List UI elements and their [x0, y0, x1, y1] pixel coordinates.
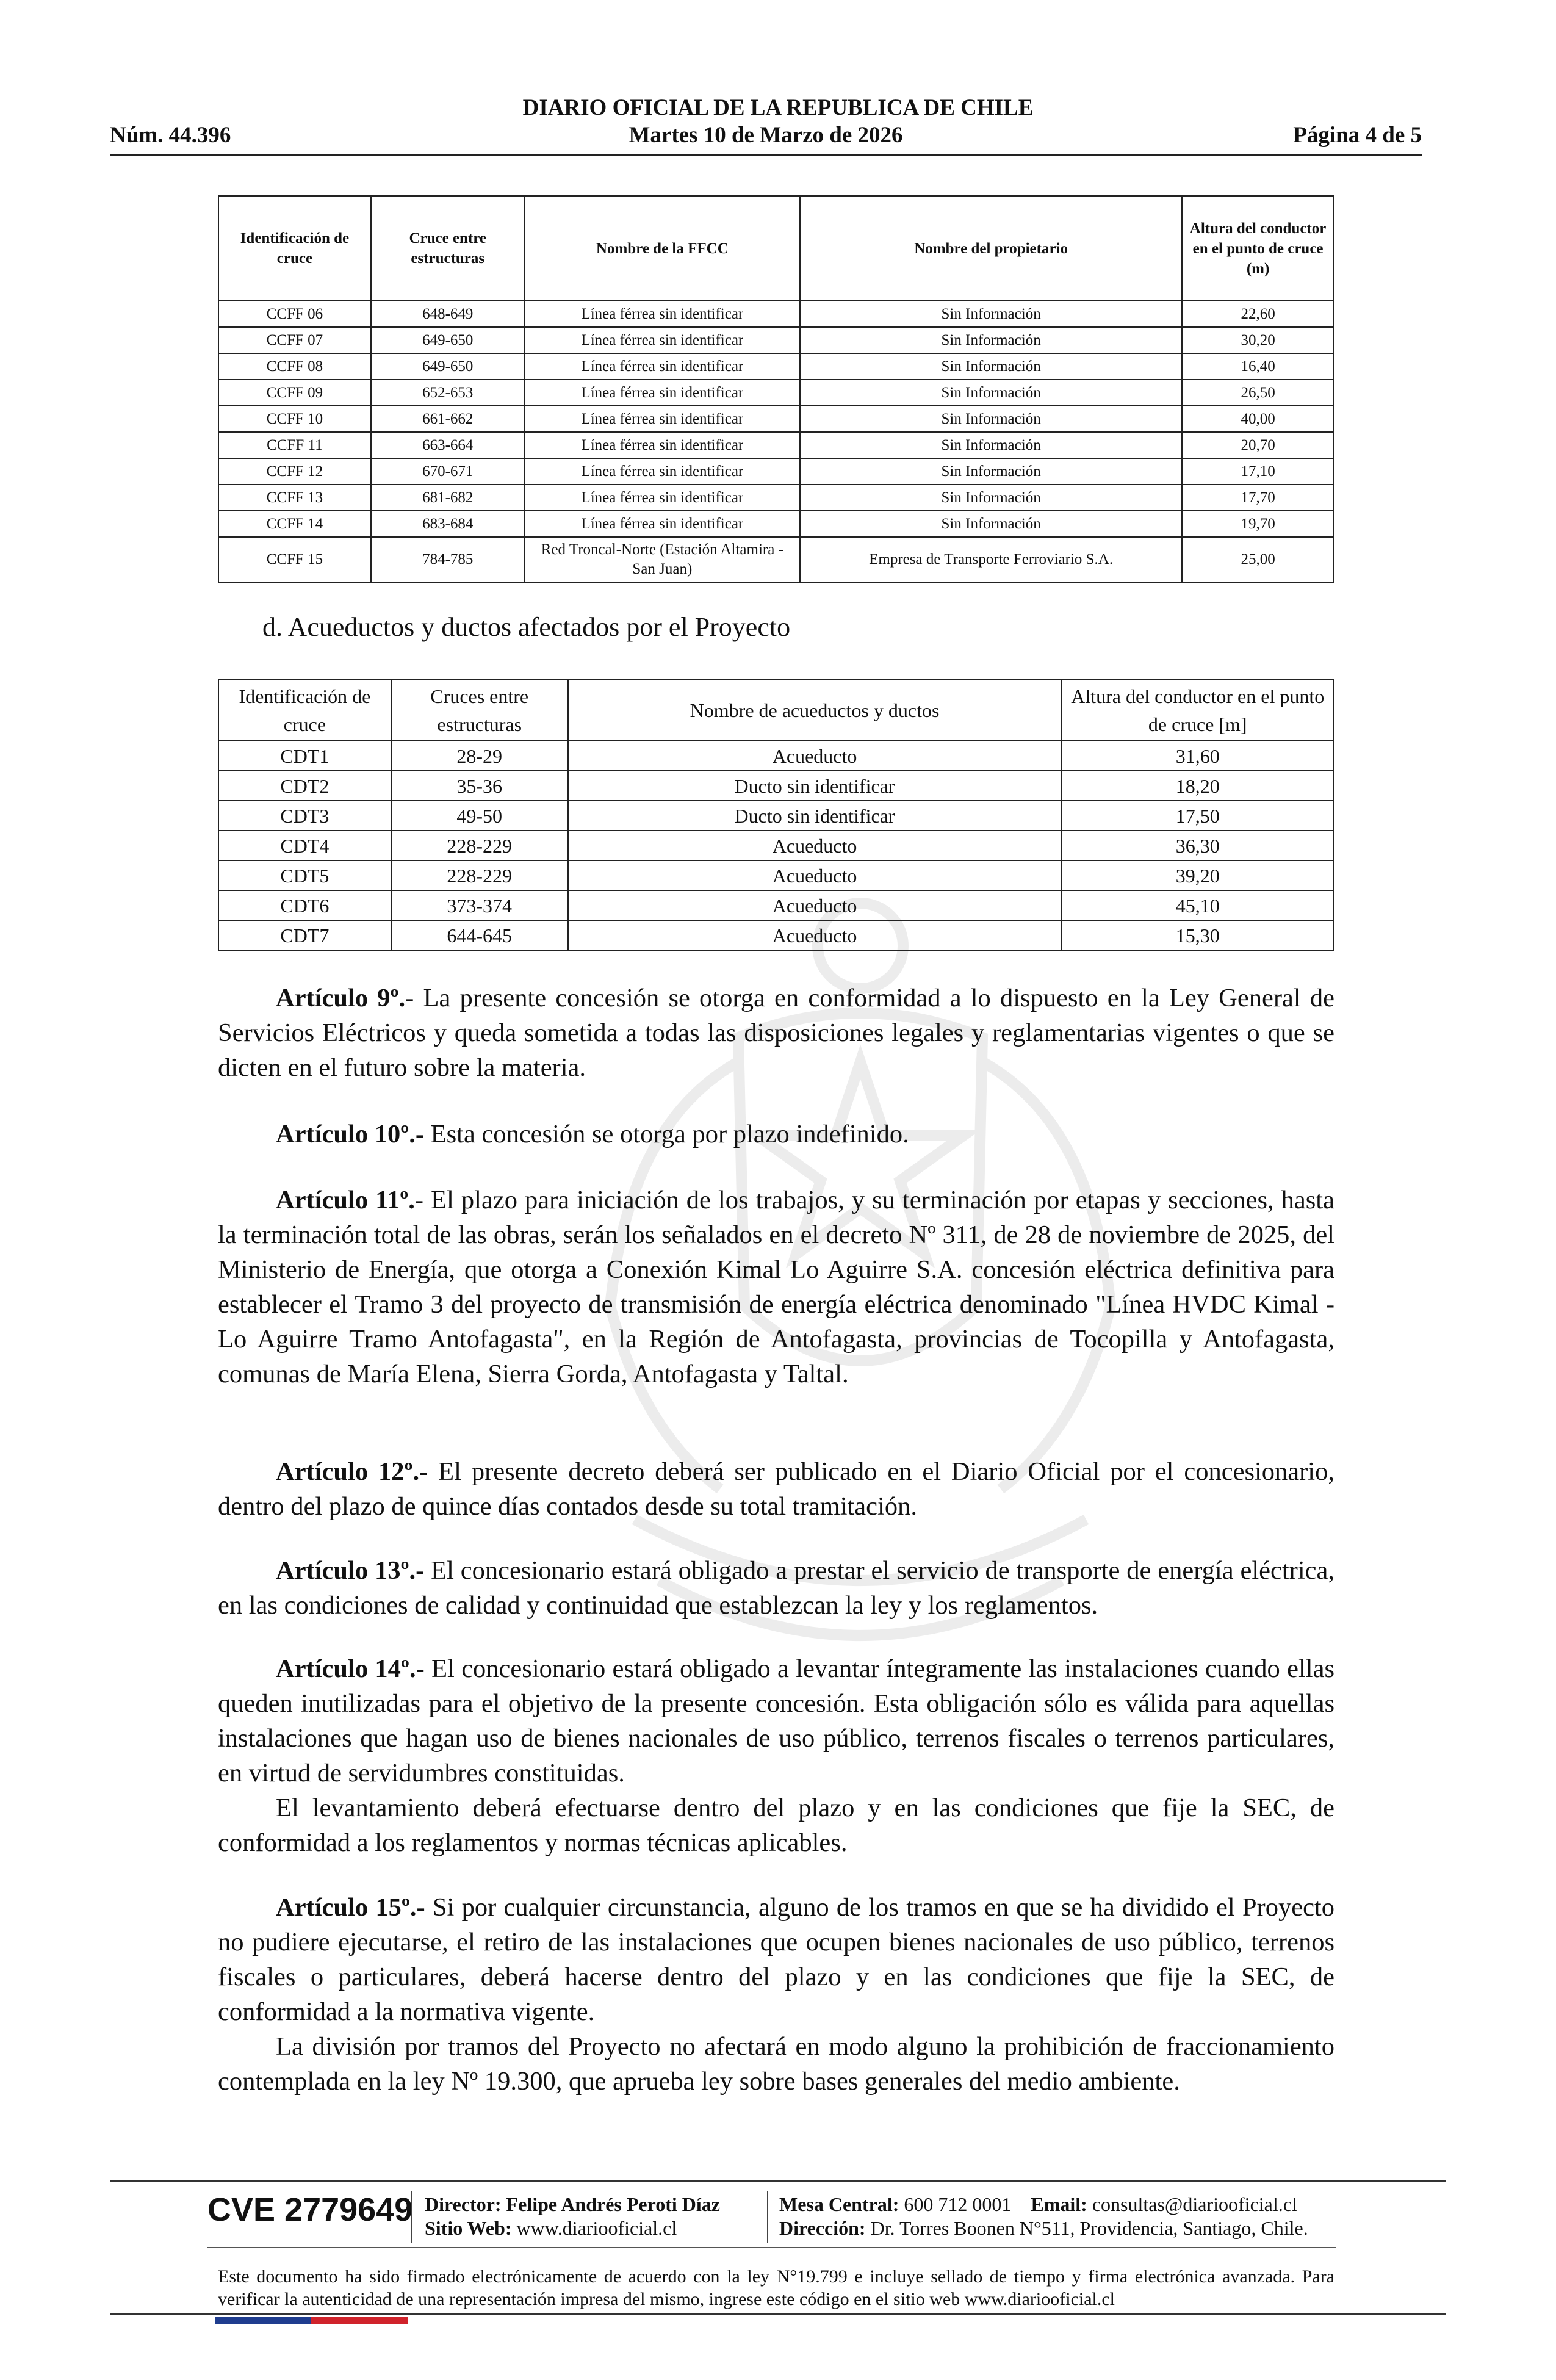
table-cell: 649-650 [371, 353, 525, 380]
table-cell: Línea férrea sin identificar [525, 485, 800, 511]
table-cell: Empresa de Transporte Ferroviario S.A. [800, 537, 1182, 582]
table-row [218, 380, 1334, 406]
table-cell: Línea férrea sin identificar [525, 327, 800, 353]
table-cell: 25,00 [1182, 537, 1334, 582]
table-row [218, 890, 1334, 920]
article-paragraph: La división por tramos del Proyecto no afectará en modo alguno la prohibición de fraccionamiento contemplada en la ley Nº 19.300, que aprueba ley sobre bases generales del medio ambiente. [218, 2032, 1334, 2096]
table-row [218, 511, 1334, 537]
footer-director-block [425, 2193, 720, 2240]
article-heading: Artículo 12º.- [276, 1457, 428, 1486]
article-12 [218, 1454, 1334, 1524]
table-row [218, 920, 1334, 950]
article-text: El plazo para iniciación de los trabajos, y su terminación por etapas y secciones, hasta la terminación total de las obras, serán los señalados en el decreto Nº 311, de 28 de noviembre de 2025, del Ministerio de Energía, que otorga a Conexión Kimal Lo Aguirre S.A. concesión eléctrica definitiva para establecer el Tramo 3 del proyecto de transmisión de energía eléctrica denominado "Línea HVDC Kimal - Lo Aguirre Tramo Antofagasta", en la Región de Antofagasta, provincias de Tocopilla y Antofagasta, comunas de María Elena, Sierra Gorda, Antofagasta y Taltal. [218, 1186, 1334, 1388]
railway-crossings-table [218, 195, 1334, 583]
article-text: El concesionario estará obligado a prestar el servicio de transporte de energía eléctrica, en las condiciones de calidad y continuidad que establezcan la ley y los reglamentos. [218, 1556, 1334, 1620]
table-row [218, 485, 1334, 511]
table-row [218, 301, 1334, 327]
table-cell: Acueducto [568, 920, 1062, 950]
phone-number: 600 712 0001 [904, 2193, 1012, 2215]
table-cell: CCFF 07 [218, 327, 371, 353]
aqueduct-crossings-table [218, 679, 1334, 951]
table-cell: 35-36 [391, 771, 568, 801]
email-label: Email: [1031, 2193, 1087, 2215]
article-heading: Artículo 14º.- [276, 1654, 425, 1683]
page-number: Página 4 de 5 [1293, 123, 1422, 148]
table-cell: CCFF 14 [218, 511, 371, 537]
table-cell: 40,00 [1182, 406, 1334, 432]
article-heading: Artículo 13º.- [276, 1556, 425, 1585]
table-cell: 20,70 [1182, 432, 1334, 458]
table-cell: 648-649 [371, 301, 525, 327]
address: Dr. Torres Boonen N°511, Providencia, Santiago, Chile. [870, 2217, 1308, 2239]
article-text: El concesionario estará obligado a levantar íntegramente las instalaciones cuando ellas queden inutilizadas para el objetivo de la presente concesión. Esta obligación sólo es válida para aquellas instalaciones que hagan uso de bienes nacionales de uso público, terrenos fiscales o terrenos particulares, en virtud de servidumbres constituidas. [218, 1654, 1334, 1787]
table-cell: Acueducto [568, 831, 1062, 860]
column-header: Identificación de cruce [218, 196, 371, 301]
email-link[interactable]: consultas@diariooficial.cl [1092, 2193, 1297, 2215]
table-cell: 663-664 [371, 432, 525, 458]
table-row [218, 458, 1334, 485]
header-divider [110, 154, 1422, 156]
page-header-row [110, 122, 1422, 151]
table-cell: 19,70 [1182, 511, 1334, 537]
table-cell: Sin Información [800, 432, 1182, 458]
article-text: La presente concesión se otorga en conformidad a lo dispuesto en la Ley General de Servicios Eléctricos y queda sometida a todas las disposiciones legales y reglamentarias vigentes o que se dicten en el futuro sobre la materia. [218, 984, 1334, 1082]
table-row [218, 353, 1334, 380]
table-cell: 681-682 [371, 485, 525, 511]
table-cell: Línea férrea sin identificar [525, 458, 800, 485]
flag-stripe-blue [215, 2317, 311, 2324]
table-cell: CCFF 15 [218, 537, 371, 582]
table-cell: CDT4 [218, 831, 391, 860]
table-cell: 228-229 [391, 860, 568, 890]
table-cell: Ducto sin identificar [568, 771, 1062, 801]
table-cell: Línea férrea sin identificar [525, 511, 800, 537]
gazette-title: DIARIO OFICIAL DE LA REPUBLICA DE CHILE [522, 95, 1034, 120]
column-header: Altura del conductor en el punto de cruce (m) [1182, 196, 1334, 301]
table-cell: 16,40 [1182, 353, 1334, 380]
flag-stripe-red [311, 2317, 408, 2324]
column-header: Identificación de cruce [218, 680, 391, 741]
table-cell: CDT5 [218, 860, 391, 890]
table-row [218, 860, 1334, 890]
table-header-row [218, 196, 1334, 301]
table-cell: 661-662 [371, 406, 525, 432]
table-cell: 784-785 [371, 537, 525, 582]
table-row [218, 537, 1334, 582]
column-header: Nombre del propietario [800, 196, 1182, 301]
table-cell: 17,70 [1182, 485, 1334, 511]
table-cell: 17,10 [1182, 458, 1334, 485]
table-cell: Línea férrea sin identificar [525, 432, 800, 458]
column-header: Cruce entre estructuras [371, 196, 525, 301]
table-cell: Sin Información [800, 511, 1182, 537]
table-cell: Línea férrea sin identificar [525, 406, 800, 432]
website-label: Sitio Web: [425, 2217, 512, 2239]
footer-divider [110, 2180, 1446, 2182]
table-cell: CCFF 13 [218, 485, 371, 511]
article-heading: Artículo 10º.- [276, 1120, 425, 1149]
article-text: Si por cualquier circunstancia, alguno de los tramos en que se ha dividido el Proyecto no pudiere ejecutarse, el retiro de las instalaciones que ocupen bienes nacionales de uso público, terrenos fiscales o particulares, deberá hacerse dentro del plazo y en las condiciones que fije la SEC, de conformidad a la normativa vigente. [218, 1893, 1334, 2026]
table-cell: CCFF 12 [218, 458, 371, 485]
article-text: Esta concesión se otorga por plazo indefinido. [424, 1120, 909, 1149]
table-cell: 373-374 [391, 890, 568, 920]
article-heading: Artículo 15º.- [276, 1893, 425, 1922]
article-9 [218, 981, 1334, 1085]
table-cell: Acueducto [568, 741, 1062, 771]
article-text: El presente decreto deberá ser publicado en el Diario Oficial por el concesionario, dentro del plazo de quince días contados desde su total tramitación. [218, 1457, 1334, 1521]
table-cell: 644-645 [391, 920, 568, 950]
table-cell: CCFF 11 [218, 432, 371, 458]
section-d-heading: d. Acueductos y ductos afectados por el Proyecto [262, 612, 791, 642]
footer-separator [767, 2191, 768, 2243]
table-cell: CCFF 10 [218, 406, 371, 432]
table-cell: Sin Información [800, 301, 1182, 327]
cve-code: CVE 2779649 [207, 2191, 413, 2228]
table-cell: 17,50 [1062, 801, 1334, 831]
table-cell: CCFF 09 [218, 380, 371, 406]
article-heading: Artículo 11º.- [276, 1186, 424, 1214]
table-cell: Sin Información [800, 406, 1182, 432]
footer-contact-block [779, 2193, 1308, 2240]
table-cell: Sin Información [800, 327, 1182, 353]
table-row [218, 406, 1334, 432]
table-row [218, 831, 1334, 860]
table-cell: 15,30 [1062, 920, 1334, 950]
table-cell: 39,20 [1062, 860, 1334, 890]
issue-number: Núm. 44.396 [110, 123, 231, 148]
table-cell: Sin Información [800, 353, 1182, 380]
table-cell: CCFF 06 [218, 301, 371, 327]
table-cell: 228-229 [391, 831, 568, 860]
website-link[interactable]: www.diariooficial.cl [516, 2217, 677, 2239]
table-row [218, 771, 1334, 801]
table-cell: CDT1 [218, 741, 391, 771]
article-paragraph: El levantamiento deberá efectuarse dentro del plazo y en las condiciones que fije la SEC, de conformidad a los reglamentos y normas técnicas aplicables. [218, 1794, 1334, 1857]
table-cell: Sin Información [800, 458, 1182, 485]
article-15 [218, 1890, 1334, 2099]
table-cell: 30,20 [1182, 327, 1334, 353]
table-cell: Red Troncal-Norte (Estación Altamira - San Juan) [525, 537, 800, 582]
table-cell: 45,10 [1062, 890, 1334, 920]
director-label: Director: [425, 2193, 502, 2215]
article-11 [218, 1183, 1334, 1391]
table-cell: Línea férrea sin identificar [525, 301, 800, 327]
table-cell: Línea férrea sin identificar [525, 353, 800, 380]
table-cell: 22,60 [1182, 301, 1334, 327]
column-header: Altura del conductor en el punto de cruce [m] [1062, 680, 1334, 741]
director-name: Felipe Andrés Peroti Díaz [506, 2193, 720, 2215]
article-14 [218, 1651, 1334, 1860]
table-cell: CDT6 [218, 890, 391, 920]
table-cell: Acueducto [568, 860, 1062, 890]
footer-separator [411, 2191, 412, 2243]
table-cell: 31,60 [1062, 741, 1334, 771]
issue-date: Martes 10 de Marzo de 2026 [629, 123, 903, 148]
table-cell: CDT7 [218, 920, 391, 950]
article-heading: Artículo 9º.- [276, 984, 414, 1012]
table-cell: 649-650 [371, 327, 525, 353]
footer-divider [207, 2247, 1336, 2248]
mesa-label: Mesa Central: [779, 2193, 899, 2215]
table-header-row [218, 680, 1334, 741]
table-cell: Acueducto [568, 890, 1062, 920]
column-header: Nombre de la FFCC [525, 196, 800, 301]
table-cell: 18,20 [1062, 771, 1334, 801]
table-cell: 683-684 [371, 511, 525, 537]
table-cell: Ducto sin identificar [568, 801, 1062, 831]
table-cell: Sin Información [800, 380, 1182, 406]
column-header: Cruces entre estructuras [391, 680, 568, 741]
table-cell: CDT2 [218, 771, 391, 801]
table-cell: 26,50 [1182, 380, 1334, 406]
table-cell: 28-29 [391, 741, 568, 771]
column-header: Nombre de acueductos y ductos [568, 680, 1062, 741]
footer-divider [110, 2313, 1446, 2315]
table-cell: CCFF 08 [218, 353, 371, 380]
table-cell: 652-653 [371, 380, 525, 406]
table-cell: 49-50 [391, 801, 568, 831]
table-row [218, 432, 1334, 458]
table-cell: Línea férrea sin identificar [525, 380, 800, 406]
table-cell: 670-671 [371, 458, 525, 485]
table-cell: Sin Información [800, 485, 1182, 511]
table-row [218, 741, 1334, 771]
article-13 [218, 1553, 1334, 1623]
table-cell: CDT3 [218, 801, 391, 831]
table-cell: 36,30 [1062, 831, 1334, 860]
table-row [218, 801, 1334, 831]
signature-disclaimer: Este documento ha sido firmado electrónicamente de acuerdo con la ley N°19.799 e incluye sellado de tiempo y firma electrónica avanzada. Para verificar la autenticidad de una representación impresa del mismo, ingrese este código en el sitio web www.diariooficial.cl [218, 2266, 1334, 2309]
table-row [218, 327, 1334, 353]
address-label: Dirección: [779, 2217, 866, 2239]
article-10 [218, 1117, 1334, 1152]
